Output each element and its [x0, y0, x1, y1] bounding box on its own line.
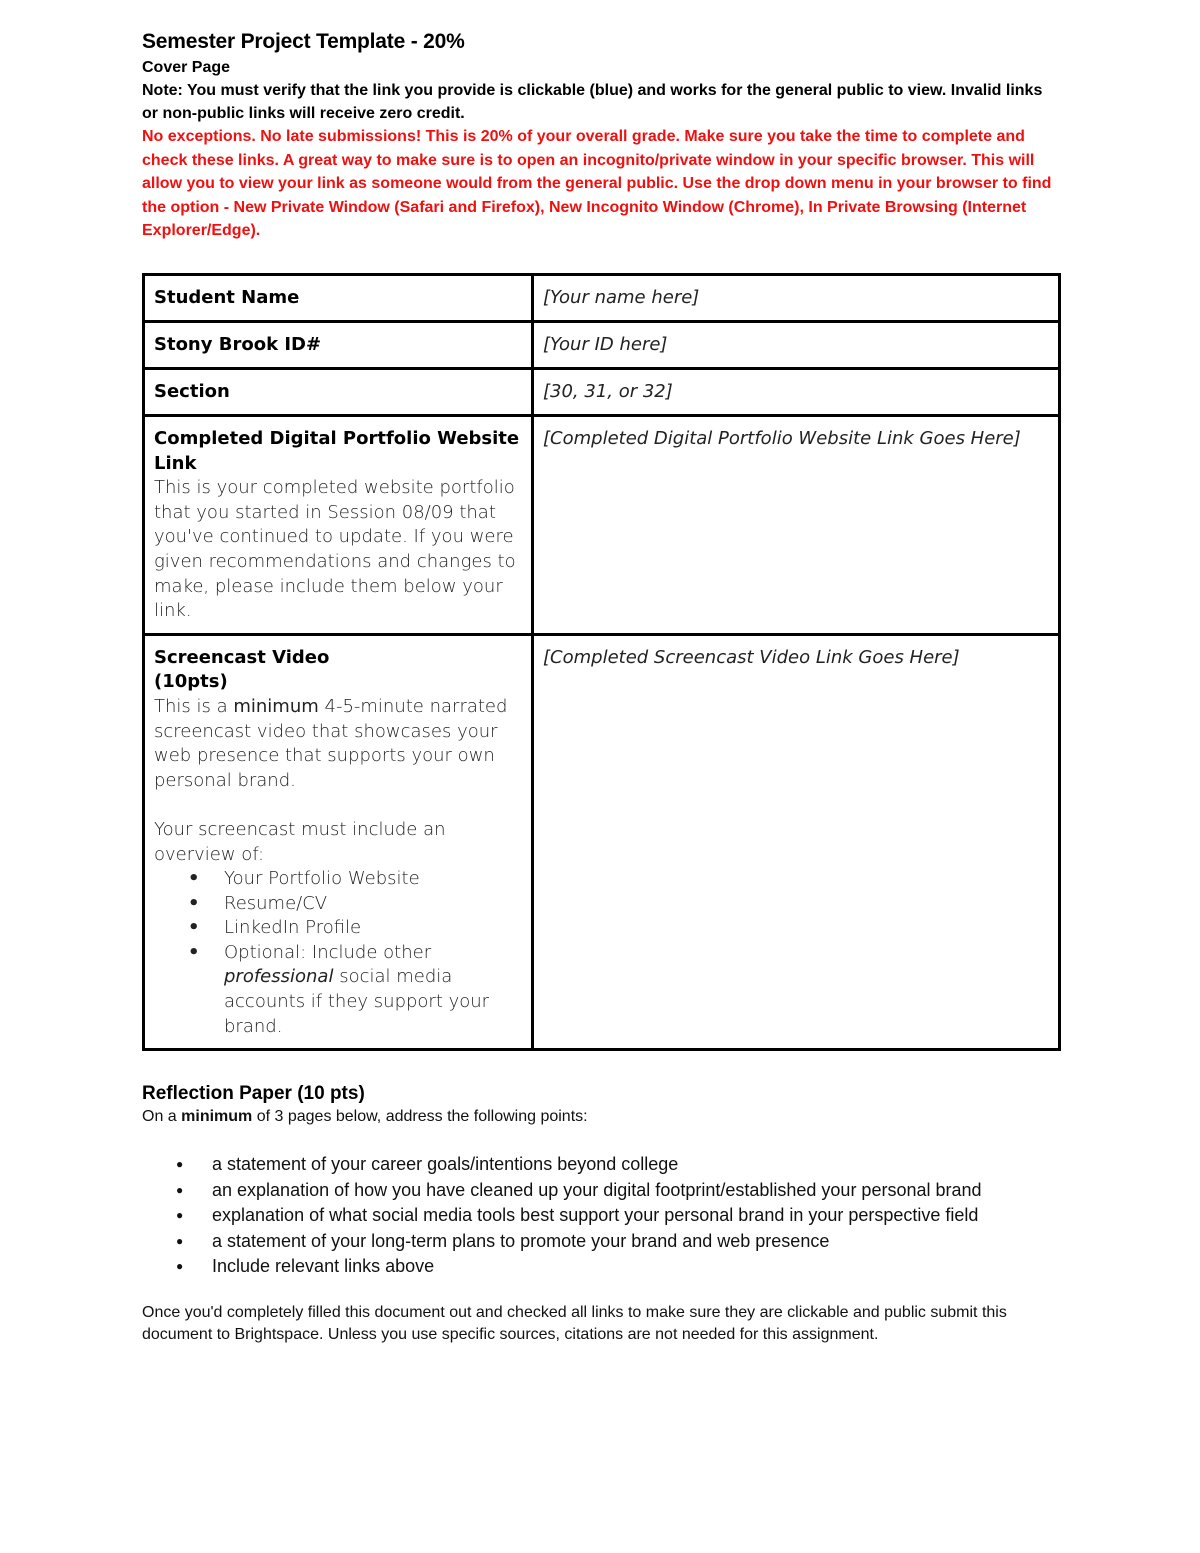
portfolio-link-label-cell	[144, 416, 533, 635]
document-header	[142, 28, 1062, 243]
portfolio-link-label: Completed Digital Portfolio Website Link	[154, 428, 520, 474]
no-exceptions-warning: No exceptions. No late submissions! This is 20% of your overall grade. Make sure you take the time to complete and check these links. A great way to make sure is to open an incognito/private window in your specific browser. This will allow you to view your link as someone would from the general public. Use the drop down menu in your browser to find the option - New Private Window (Safari and Firefox), New Incognito Window (Chrome), In Private Browsing (Internet Explorer/Edge).	[142, 128, 1052, 239]
screencast-label: Screencast Video	[154, 646, 330, 668]
portfolio-link-field[interactable]: [Completed Digital Portfolio Website Link Goes Here]	[533, 416, 1060, 635]
section-label: Section	[144, 369, 533, 416]
list-item: • Resume/CV	[224, 892, 522, 917]
list-item: ● explanation of what social media tools best support your personal brand in your perspective field	[212, 1203, 1072, 1229]
list-item: • Optional: Include other professional social media accounts if they support your brand.	[224, 941, 522, 1039]
list-item: ● Include relevant links above	[212, 1254, 1072, 1280]
cover-page-subtitle: Cover Page	[142, 59, 231, 76]
list-item: • LinkedIn Profile	[224, 916, 522, 941]
screencast-overview-intro: Your screencast must include an overview of:	[154, 818, 446, 865]
portfolio-link-description: This is your completed website portfolio that you started in Session 08/09 that you've continued to update. If you were given recommendations and changes to make, please include them below your link.	[154, 477, 516, 622]
table-row-student-name	[144, 275, 1060, 322]
list-item: ● an explanation of how you have cleaned up your digital footprint/established your personal brand	[212, 1178, 1072, 1204]
table-row-screencast-video	[144, 634, 1060, 1050]
screencast-link-field[interactable]: [Completed Screencast Video Link Goes Here]	[533, 634, 1060, 1050]
table-row-section	[144, 369, 1060, 416]
reflection-intro: On a minimum of 3 pages below, address the following points:	[142, 1108, 588, 1125]
student-name-field[interactable]: [Your name here]	[533, 275, 1060, 322]
reflection-section	[142, 1082, 1072, 1346]
table-row-stony-brook-id	[144, 322, 1060, 369]
list-item: • Your Portfolio Website	[224, 867, 522, 892]
list-item: ● a statement of your career goals/intentions beyond college	[212, 1152, 1072, 1178]
student-name-label: Student Name	[144, 275, 533, 322]
link-verification-note: Note: You must verify that the link you provide is clickable (blue) and works for the general public to view. Invalid links or non-public links will receive zero credit.	[142, 82, 1043, 122]
screencast-overview-list	[154, 867, 522, 1039]
screencast-description: This is a minimum 4-5-minute narrated screencast video that showcases your web presence that supports your own personal brand.	[154, 695, 508, 791]
screencast-points: (10pts)	[154, 671, 228, 693]
page-title: Semester Project Template - 20%	[142, 30, 465, 53]
screencast-label-cell	[144, 634, 533, 1050]
reflection-heading: Reflection Paper (10 pts)	[142, 1083, 365, 1104]
section-field[interactable]: [30, 31, or 32]	[533, 369, 1060, 416]
closing-instructions: Once you'd completely filled this document out and checked all links to make sure they are clickable and public submit this document to Brightspace. Unless you use specific sources, citations are not needed for this assignment.	[142, 1303, 1007, 1343]
stony-brook-id-label: Stony Brook ID#	[144, 322, 533, 369]
table-row-portfolio-link	[144, 416, 1060, 635]
stony-brook-id-field[interactable]: [Your ID here]	[533, 322, 1060, 369]
reflection-points-list	[142, 1152, 1072, 1280]
cover-table	[142, 273, 1061, 1051]
list-item: ● a statement of your long-term plans to promote your brand and web presence	[212, 1229, 1072, 1255]
